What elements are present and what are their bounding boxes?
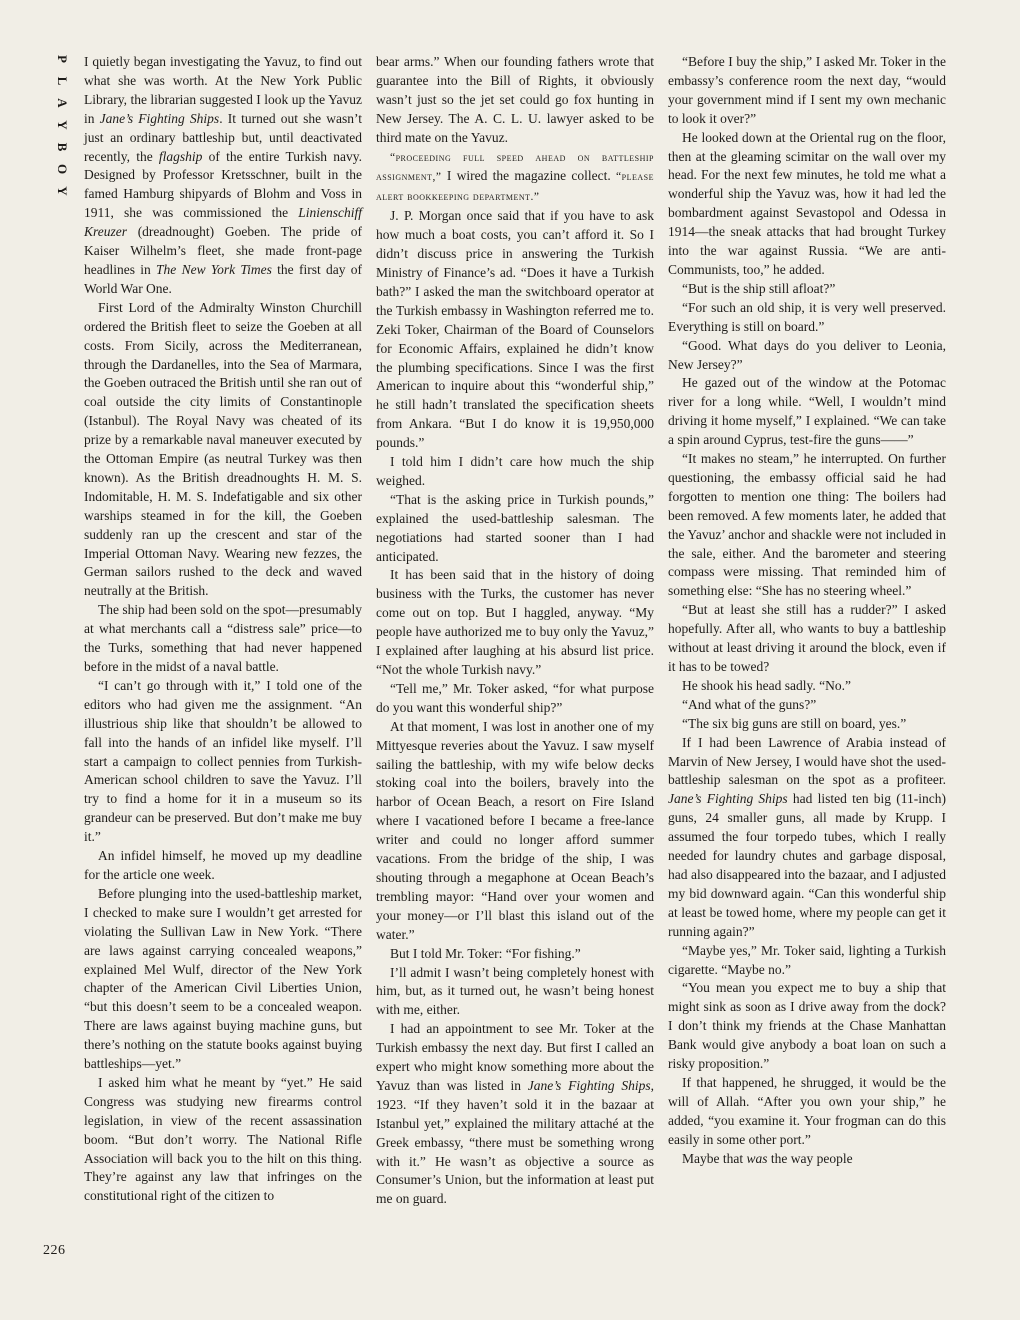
italic-text: Jane’s Fighting Ships (99, 110, 220, 126)
paragraph-text: “Tell me,” Mr. Toker asked, “for what purpose do you want this wonderful ship?” (376, 680, 654, 715)
article-paragraph (668, 942, 946, 980)
paragraph-text: (dreadnought) Goeben. The pride of Kaiser Wilhelm’s fleet, she made front-page headlines in (84, 224, 362, 277)
article-paragraph (84, 885, 362, 1074)
article-paragraph (84, 847, 362, 885)
italic-text: Linienschiff Kreuzer (84, 205, 362, 240)
article-paragraph (668, 299, 946, 337)
paragraph-text: bear arms.” When our founding fathers wrote that guarantee into the Bill of Rights, it obviously wasn’t just so the jet set could go fox hunting in New Jersey. The A. C. L. U. lawyer asked to be third mate on the Yavuz. (376, 54, 654, 145)
article-paragraph (668, 715, 946, 734)
article-paragraph (668, 734, 946, 942)
paragraph-text: “That is the asking price in Turkish pounds,” explained the used-battleship salesman. The negotiations had started sooner than I had anticipated. (376, 491, 654, 564)
article-paragraph (668, 374, 946, 450)
article-paragraph (376, 453, 654, 491)
italic-text: flagship (158, 148, 203, 164)
article-paragraph (376, 566, 654, 679)
running-head-letter: Y (55, 186, 70, 196)
paragraph-text: He shook his head sadly. “No.” (682, 677, 851, 693)
page-number: 226 (43, 1243, 66, 1258)
running-head-letter: A (55, 98, 70, 108)
paragraph-text: “It makes no steam,” he interrupted. On further questioning, the embassy official said he had forgotten to mention one thing: The boilers had been removed. A few moments later, he added that the Yavuz’ anchor and shackle were not included in the sale, either. And the barometer and steering compass were missing. That reminded him of something else: “She has no steering wheel.” (668, 451, 946, 599)
paragraph-text: the first day of World War One. (84, 261, 362, 296)
article-paragraph (376, 491, 654, 567)
article-paragraph (668, 450, 946, 601)
article-paragraph (668, 1074, 946, 1150)
running-head (52, 48, 72, 202)
paragraph-text: I quietly began investigating the Yavuz, to find out what she was worth. At the New York Public Library, the librarian suggested I look up the Yavuz in (84, 54, 362, 126)
italic-text: Jane’s Fighting Ships (668, 791, 788, 807)
paragraph-text: “The six big guns are still on board, yes.” (682, 715, 907, 731)
italic-text: The New York Times (156, 261, 272, 277)
article-paragraph (84, 601, 362, 677)
paragraph-text: “You mean you expect me to buy a ship that might sink as soon as I drive away from the dock? I don’t think my friends at the Chase Manhattan Bank would give anybody a boat loan on such a risky proposition.” (668, 980, 946, 1072)
article-paragraph (376, 964, 654, 1021)
running-head-letter: B (55, 142, 70, 152)
article-paragraph (668, 280, 946, 299)
article-paragraph (668, 601, 946, 677)
paragraph-text: It has been said that in the history of doing business with the Turks, the customer has never come out on top. But I haggled, anyway. “My people have authorized me to buy only the Yavuz,” I explained after laughing at his absurd list price. “Not the whole Turkish navy.” (376, 567, 654, 677)
paragraph-text: Before plunging into the used-battleship market, I checked to make sure I wouldn’t get arrested for violating the Sullivan Law in New York. “There are laws against carrying concealed weapons,” explained Mel Wulf, director of the New York chapter of the American Civil Liberties Union, “but this doesn’t seem to be a concealed weapon. There are laws against buying machine guns, but there’s nothing on the statute books against buying battleships—yet.” (84, 885, 362, 1072)
article-paragraph (376, 53, 654, 148)
paragraph-text: He gazed out of the window at the Potomac river for a long while. “Well, I wouldn’t mind driving it home myself,” I explained. “We can take a spin around Cyprus, test-fire the guns——” (668, 375, 946, 448)
article-paragraph (84, 299, 362, 602)
paragraph-text: . It turned out she wasn’t just an ordinary battleship but, until deactivated recently, the (84, 110, 362, 164)
paragraph-text: , 1923. “If they haven’t sold it in the bazaar at Istanbul yet,” explained the military attaché at the Greek embassy, “there must be something wrong with it.” He wasn’t as objective a source as Consumer’s Union, but the information at least put me on guard. (376, 1077, 654, 1207)
running-head-letter: O (55, 163, 70, 175)
article-paragraph (376, 148, 654, 208)
paragraph-text: An infidel himself, he moved up my deadline for the article one week. (84, 848, 362, 882)
running-head-letter: L (55, 76, 70, 86)
paragraph-text: I had an appointment to see Mr. Toker at the Turkish embassy the next day. But first I called an expert who might know something more about the Yavuz than was listed in (376, 1021, 654, 1093)
article-paragraph (668, 979, 946, 1074)
paragraph-text: I asked him what he meant by “yet.” He said Congress was studying new firearms control legislation, in view of the recent assassination boom. “But don’t worry. The National Rifle Association will back you to the hilt on this thing. They’re against any law that infringes on the constitutional right of the citizen to (84, 1074, 362, 1204)
paragraph-text: “But is the ship still afloat?” (682, 280, 836, 296)
telegram-text: “proceeding full speed ahead on battleship assignment,” (376, 151, 654, 184)
running-head-letter: Y (55, 120, 70, 130)
paragraph-text: J. P. Morgan once said that if you have to ask how much a boat costs, you can’t afford it. So I didn’t discuss price in answering the Turkish Ministry of Finance’s ad. “Does it have a Turkish bath?” I asked the man the switchboard operator at the Turkish embassy in Washington referred me to. Zeki Toker, Chairman of the Board of Counselors for Economic Affairs, explained he didn’t know the plumbing specifications. Since I was the first American to inquire about this “wonderful ship,” he still hadn’t translated the specification sheets from Ankara. “But I do know it is 19,950,000 pounds.” (376, 208, 654, 451)
article-paragraph (668, 337, 946, 375)
article-paragraph (84, 53, 362, 299)
running-head-letter: P (55, 55, 70, 63)
paragraph-text: I’ll admit I wasn’t being completely honest with him, but, as it turned out, he wasn’t being honest with me, either. (376, 964, 654, 1018)
paragraph-text: But I told Mr. Toker: “For fishing.” (390, 945, 581, 961)
article-column-3 (668, 53, 946, 1168)
article-paragraph (376, 680, 654, 718)
article-paragraph (376, 207, 654, 453)
paragraph-text: “For such an old ship, it is very well preserved. Everything is still on board.” (668, 299, 946, 334)
paragraph-text: of the entire Turkish navy. Designed by Professor Kretsschner, built in the famed Hamburg shipyards of Blohm and Voss in 1911, she was commissioned the (84, 148, 362, 221)
article-paragraph (668, 677, 946, 696)
italic-text: was (746, 1150, 768, 1166)
paragraph-text: I told him I didn’t care how much the ship weighed. (376, 454, 654, 488)
paragraph-text: “But at least she still has a rudder?” I asked hopefully. After all, who wants to buy a battleship without at least driving it around the block, even if it has to be towed? (668, 602, 946, 674)
article-paragraph (376, 718, 654, 945)
article-paragraph (668, 1150, 946, 1169)
article-paragraph (84, 677, 362, 847)
paragraph-text: He looked down at the Oriental rug on the floor, then at the gleaming scimitar on the wall over my head. For the next few minutes, he told me what a wonderful ship the Yavuz was, how it had led the bombardment against Sevastopol and Odessa in 1914—the sneak attacks that had brought Turkey into the war against Russia. “We are anti-Communists, too,” he added. (668, 129, 946, 277)
paragraph-text: “And what of the guns?” (682, 696, 817, 712)
paragraph-text: “Good. What days do you deliver to Leonia, New Jersey?” (668, 337, 946, 372)
paragraph-text: Maybe that (682, 1150, 747, 1166)
article-column-2 (376, 53, 654, 1209)
telegram-text: “please alert bookkeeping department.” (376, 171, 654, 204)
article-paragraph (668, 696, 946, 715)
paragraph-text: The ship had been sold on the spot—presumably at what merchants call a “distress sale” price—to the Turks, something that had never happened before in the midst of a naval battle. (84, 602, 362, 674)
paragraph-text: had listed ten big (11-inch) guns, 24 smaller guns, all made by Krupp. I assumed the four torpedo tubes, which I really needed for laundry chutes and garbage disposal, had also disappeared into the bazaar, and I adjusted my bid downward again. “Can this wonderful ship at least be towed home, where my people can get it running again?” (668, 791, 946, 939)
paragraph-text: I wired the magazine collect. (441, 168, 617, 184)
paragraph-text: “Before I buy the ship,” I asked Mr. Toker in the embassy’s conference room the next day, “would your government mind if I sent my own mechanic to look it over?” (668, 54, 946, 126)
article-column-1 (84, 53, 362, 1206)
italic-text: Jane’s Fighting Ships (527, 1077, 651, 1093)
article-paragraph (376, 945, 654, 964)
paragraph-text: “Maybe yes,” Mr. Toker said, lighting a Turkish cigarette. “Maybe no.” (668, 942, 946, 977)
paragraph-text: the way people (767, 1150, 853, 1166)
article-paragraph (668, 129, 946, 280)
paragraph-text: First Lord of the Admiralty Winston Churchill ordered the British fleet to seize the Goeben at all costs. From Sicily, across the Mediterranean, through the Dardanelles, into the Sea of Marmara, the Goeben outraced the British until she ran out of coal outside the city limits of Constantinople (Istanbul). The Royal Navy was cheated of its prize by a remarkable naval maneuver executed by the Ottoman Empire (as neutral Turkey was then known). As the British dreadnoughts H. M. S. Indomitable, H. M. S. Indefatigable and six other warships steamed in for the kill, the Goeben suddenly ran up the crescent and star of the Imperial Ottoman Navy. Wearing new fezzes, the German sailors rushed to the deck and waved neutrally at the British. (84, 299, 362, 599)
article-paragraph (376, 1020, 654, 1209)
paragraph-text: At that moment, I was lost in another one of my Mittyesque reveries about the Yavuz. I saw myself sailing the battleship, with my wife below decks stoking coal into the boilers, bravely into the harbor of Ocean Beach, a resort on Fire Island where I vacationed before I became a free-lance writer and could no longer afford summer vacations. From the bridge of the ship, I was shouting through a megaphone at Ocean Beach’s trembling mayor: “Hand over your women and your money—or I’ll blast this island out of the water.” (376, 718, 654, 942)
paragraph-text: “I can’t go through with it,” I told one of the editors who had given me the assignment. “An illustrious ship like that shouldn’t be allowed to fall into the hands of an infidel like myself. I’ll start a campaign to collect pennies from Turkish-American school children to save the Yavuz. I’ll try to find a home for it in a museum so its grandeur can be preserved. But don’t make me buy it.” (84, 677, 362, 845)
paragraph-text: If I had been Lawrence of Arabia instead of Marvin of New Jersey, I would have shot the used-battleship salesman on the spot as a profiteer. (668, 734, 946, 788)
article-paragraph (84, 1074, 362, 1206)
paragraph-text: If that happened, he shrugged, it would be the will of Allah. “After you own your ship,” he added, “you examine it. Your frogman can do this easily in some other port.” (668, 1074, 946, 1147)
article-paragraph (668, 53, 946, 129)
